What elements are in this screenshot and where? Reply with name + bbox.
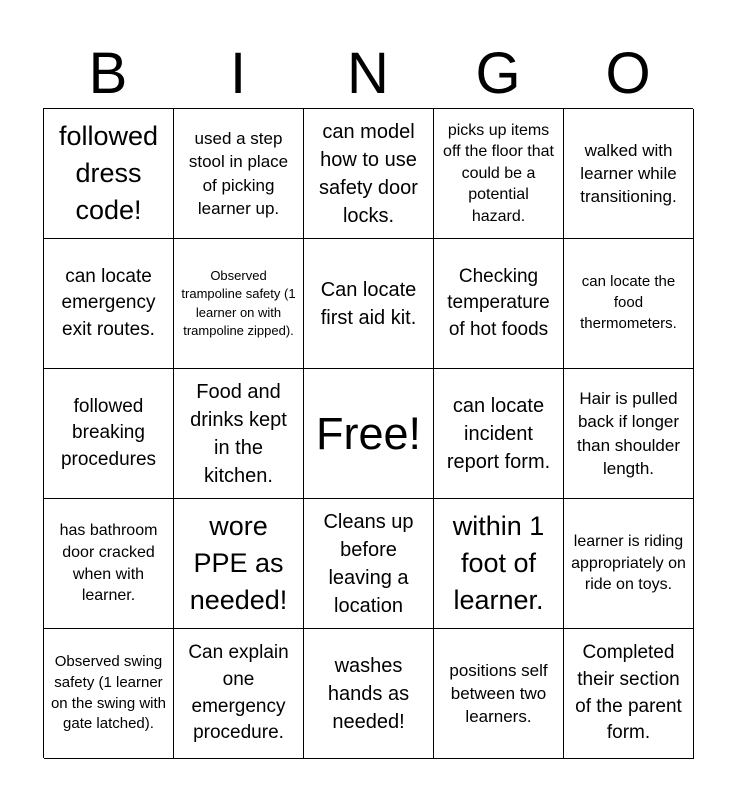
bingo-cell[interactable] bbox=[304, 499, 434, 629]
free-space-text: Free! bbox=[315, 407, 422, 459]
bingo-cell[interactable] bbox=[174, 239, 304, 369]
bingo-cell[interactable] bbox=[434, 629, 564, 759]
bingo-cell[interactable] bbox=[564, 109, 694, 239]
bingo-cell[interactable] bbox=[174, 109, 304, 239]
bingo-cell[interactable] bbox=[44, 629, 174, 759]
bingo-cell[interactable] bbox=[564, 629, 694, 759]
bingo-cell[interactable] bbox=[304, 109, 434, 239]
bingo-cell[interactable] bbox=[174, 629, 304, 759]
header-letter-i: I bbox=[229, 41, 247, 106]
bingo-cell[interactable] bbox=[434, 499, 564, 629]
bingo-cell-text: used a step stool in place of picking learner up. bbox=[188, 128, 289, 218]
bingo-cell[interactable] bbox=[564, 239, 694, 369]
bingo-cell-text: picks up items off the floor that could be a potential hazard. bbox=[443, 121, 554, 225]
bingo-header bbox=[43, 40, 693, 108]
bingo-cell-text: Food and drinks kept in the kitchen. bbox=[190, 380, 287, 487]
bingo-cell[interactable] bbox=[44, 369, 174, 499]
bingo-cell[interactable] bbox=[174, 499, 304, 629]
bingo-cell-text: Can locate first aid kit. bbox=[320, 278, 417, 329]
bingo-cell[interactable] bbox=[304, 239, 434, 369]
bingo-cell-text: can locate emergency exit routes. bbox=[61, 265, 156, 340]
bingo-cell-text: within 1 foot of learner. bbox=[452, 510, 545, 616]
bingo-cell-text: wore PPE as needed! bbox=[189, 510, 288, 616]
header-letter-b: B bbox=[88, 41, 128, 106]
bingo-cell[interactable] bbox=[44, 499, 174, 629]
bingo-cell[interactable] bbox=[44, 239, 174, 369]
bingo-cell-text: Hair is pulled back if longer than shoulder length. bbox=[576, 388, 681, 478]
bingo-cell-text: positions self between two learners. bbox=[449, 660, 548, 727]
bingo-cell-text: followed dress code! bbox=[58, 120, 159, 226]
bingo-cell-text: can locate incident report form. bbox=[446, 394, 551, 473]
bingo-cell[interactable] bbox=[434, 109, 564, 239]
bingo-cell-text: Can explain one emergency procedure. bbox=[188, 642, 289, 744]
bingo-cell[interactable] bbox=[44, 109, 174, 239]
bingo-cell-text: washes hands as needed! bbox=[327, 654, 410, 733]
bingo-cell-text: Cleans up before leaving a location bbox=[323, 510, 414, 617]
bingo-cell-text: walked with learner while transitioning. bbox=[580, 140, 677, 207]
bingo-cell[interactable] bbox=[434, 239, 564, 369]
bingo-cell-text: learner is riding appropriately on ride on toys. bbox=[571, 533, 686, 594]
bingo-cell-text: Observed swing safety (1 learner on the swing with gate latched). bbox=[50, 653, 167, 733]
bingo-cell-text: has bathroom door cracked when with learner. bbox=[59, 522, 158, 605]
bingo-cell-text: followed breaking procedures bbox=[60, 395, 157, 470]
bingo-cell[interactable] bbox=[434, 369, 564, 499]
bingo-cell[interactable] bbox=[564, 369, 694, 499]
bingo-cell-text: can locate the food thermometers. bbox=[580, 273, 677, 332]
bingo-cell-text: can model how to use safety door locks. bbox=[319, 120, 418, 227]
header-letter-g: G bbox=[475, 41, 521, 106]
bingo-cell-text: Checking temperature of hot foods bbox=[447, 265, 550, 340]
bingo-cell[interactable] bbox=[304, 629, 434, 759]
bingo-cell[interactable] bbox=[564, 499, 694, 629]
header-letter-n: N bbox=[347, 41, 389, 106]
header-letter-o: O bbox=[605, 41, 651, 106]
bingo-board bbox=[43, 108, 693, 758]
bingo-cell-free[interactable] bbox=[304, 369, 434, 499]
bingo-cell-text: Completed their section of the parent form. bbox=[575, 642, 682, 744]
bingo-cell[interactable] bbox=[174, 369, 304, 499]
bingo-cell-text: Observed trampoline safety (1 learner on with trampoline zipped). bbox=[181, 267, 296, 338]
